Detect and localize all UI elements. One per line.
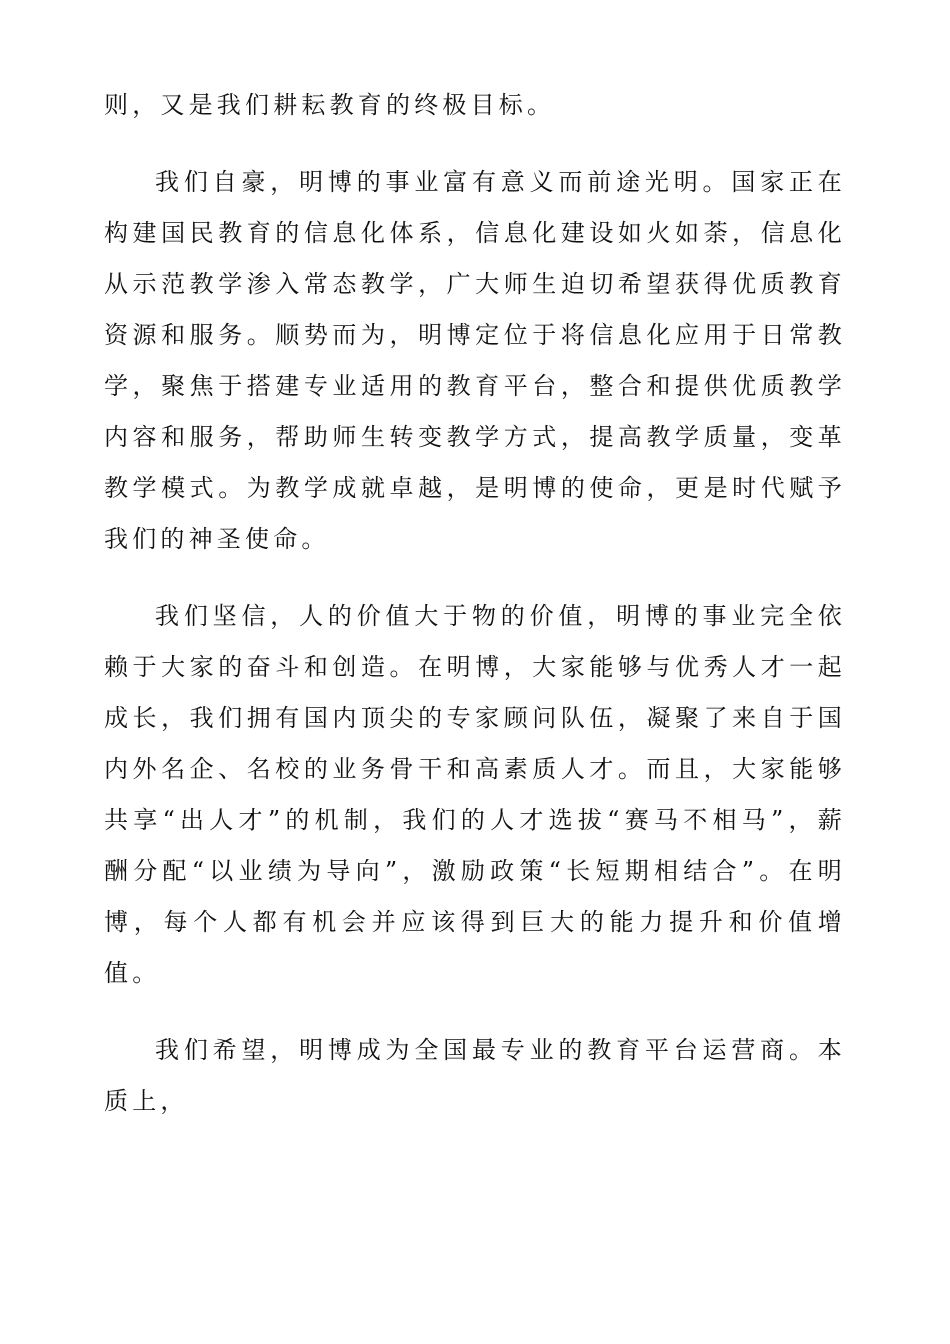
paragraph-pride: 我们自豪，明博的事业富有意义而前途光明。国家正在构建国民教育的信息化体系，信息化建设如火如荼，信息化从示范教学渗入常态教学，广大师生迫切希望获得优质教育资源和服务。顺势而为，明博定位于将信息化应用于日常教学，聚焦于搭建专业适用的教育平台，整合和提供优质教学内容和服务，帮助师生转变教学方式，提高教学质量，变革教学模式。为教学成就卓越，是明博的使命，更是时代赋予我们的神圣使命。 (104, 168, 846, 553)
paragraph-hope: 我们希望，明博成为全国最专业的教育平台运营商。本质上， (104, 1036, 846, 1115)
document-body (104, 80, 846, 1127)
paragraph-belief: 我们坚信，人的价值大于物的价值，明博的事业完全依赖于大家的奋斗和创造。在明博，大家能够与优秀人才一起成长，我们拥有国内顶尖的专家顾问队伍，凝聚了来自于国内外名企、名校的业务骨干和高素质人才。而且，大家能够共享“出人才”的机制，我们的人才选拔“赛马不相马”，薪酬分配“以业绩为导向”，激励政策“长短期相结合”。在明博，每个人都有机会并应该得到巨大的能力提升和价值增值。 (104, 602, 846, 987)
paragraph-continuation: 则，又是我们耕耘教育的终极目标。 (104, 91, 556, 119)
